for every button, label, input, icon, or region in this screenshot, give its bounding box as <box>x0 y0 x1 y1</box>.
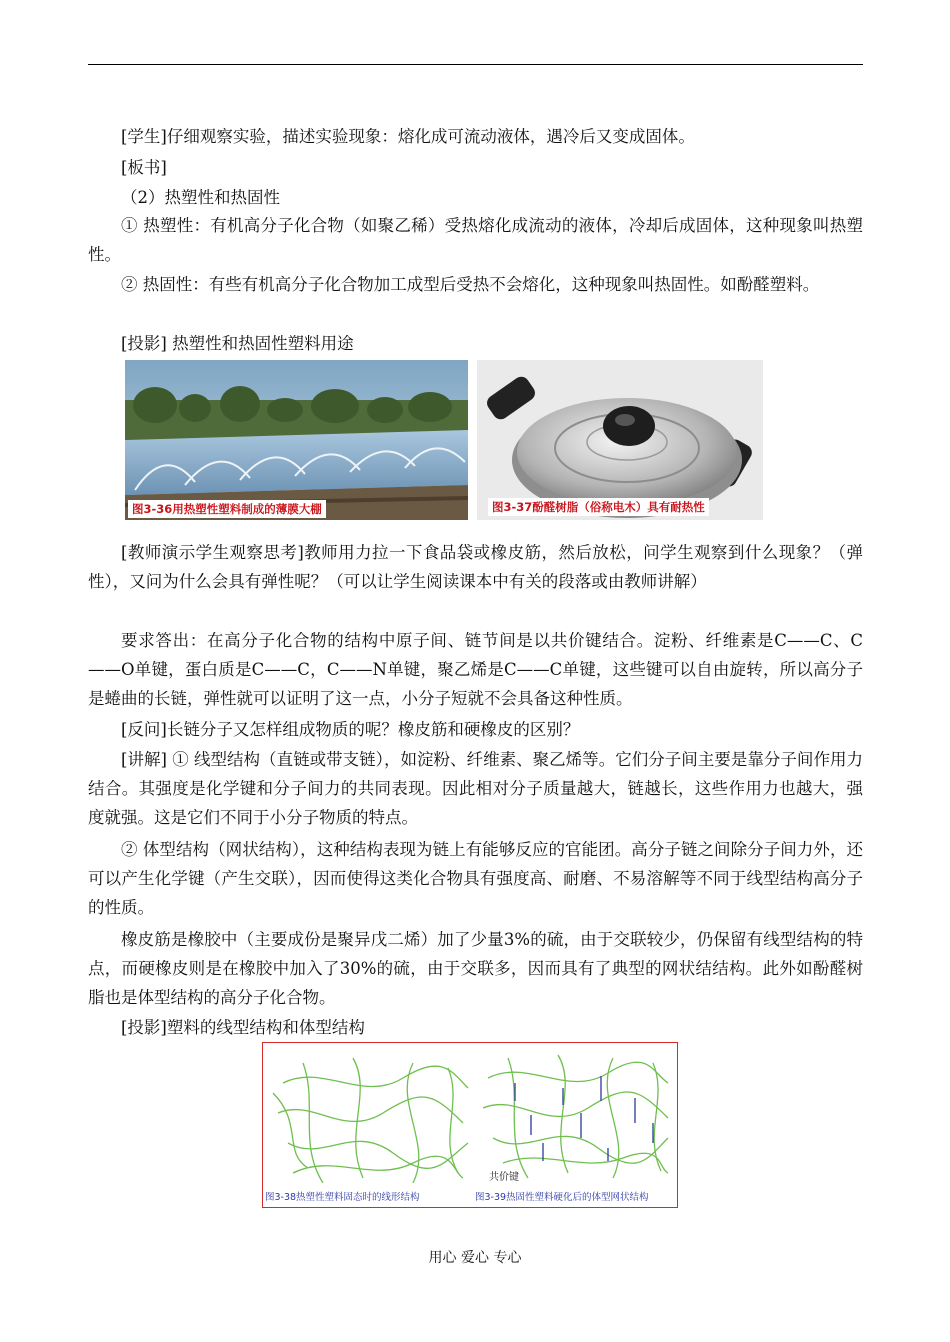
paragraph-thermoset: ② 热固性：有些有机高分子化合物加工成型后受热不会熔化，这种现象叫热固性。如酚醛塑料。 <box>121 275 820 294</box>
paragraph-thermoplastic: ① 热塑性：有机高分子化合物（如聚乙稀）受热熔化成流动的液体，冷却后成固体，这种现象叫热塑性。 <box>88 216 863 264</box>
header-rule <box>88 64 863 65</box>
paragraph-explanation-linear: [讲解] ① 线型结构（直链或带支链），如淀粉、纤维素、聚乙烯等。它们分子间主要是靠分子间作用力结合。其强度是化学键和分子间力的共同表现。因此相对分子质量越大，链越长，这些作用力也越大，强度就强。这是它们不同于小分子物质的特点。 <box>88 750 863 827</box>
linear-structure-chains <box>273 1058 468 1183</box>
paragraph-rubber: 橡皮筋是橡胶中（主要成份是聚异戊二烯）加了少量3%的硫，由于交联较少，仍保留有线型结构的特点，而硬橡皮则是在橡胶中加入了30%的硫，由于交联多，因而具有了典型的网状结结构。此外如酚醛树脂也是体型结构的高分子化合物。 <box>88 930 863 1007</box>
network-structure-caption: 图3-39热固性塑料硬化后的体型网状结构 <box>475 1192 649 1203</box>
covalent-bond-label: 共价键 <box>489 1172 519 1183</box>
paragraph-network-structure: ② 体型结构（网状结构），这种结构表现为链上有能够反应的官能团。高分子链之间除分子间力外，还可以产生化学键（产生交联），因而使得这类化合物具有强度高、耐磨、不易溶解等不同于线型结构高分子的性质。 <box>88 840 863 917</box>
greenhouse-photo <box>125 360 468 520</box>
paragraph-teacher-demo: [教师演示学生观察思考]教师用力拉一下食品袋或橡皮筋，然后放松，问学生观察到什么现象？（弹性），又问为什么会具有弹性呢？（可以让学生阅读课本中有关的段落或由教师讲解） <box>88 543 863 591</box>
paragraph-required-answer: 要求答出：在高分子化合物的结构中原子间、链节间是以共价键结合。淀粉、纤维素是C——C、C——O单键，蛋白质是C——C，C——N单键，聚乙烯是C——C单键，这些键可以自由旋转，所以高分子是蜷曲的长链，弹性就可以证明了这一点，小分子短就不会具备这种性质。 <box>88 631 863 708</box>
greenhouse-caption: 图3-36用热塑性塑料制成的薄膜大棚 <box>128 500 326 518</box>
pot-photo <box>477 360 763 520</box>
paragraph-counter-question: [反问]长链分子又怎样组成物质的呢？橡皮筋和硬橡皮的区别？ <box>121 720 580 739</box>
linear-structure-caption: 图3-38热塑性塑料固态时的线形结构 <box>265 1192 420 1203</box>
paragraph-projection-uses: [投影] 热塑性和热固性塑料用途 <box>121 334 354 353</box>
paragraph-projection-structures: [投影]塑料的线型结构和体型结构 <box>121 1018 365 1037</box>
page-footer: 用心 爱心 专心 <box>428 1250 522 1266</box>
crosslink-bonds <box>515 1076 653 1161</box>
paragraph-student-observation: [学生]仔细观察实验，描述实验现象：熔化成可流动液体，遇冷后又变成固体。 <box>121 127 695 146</box>
network-structure-chains <box>483 1055 668 1178</box>
paragraph-board-label: [板书] <box>121 158 167 177</box>
pot-caption: 图3-37酚醛树脂（俗称电木）具有耐热性 <box>488 498 709 516</box>
section-heading: （2）热塑性和热固性 <box>121 188 280 207</box>
structure-diagram <box>262 1042 678 1208</box>
